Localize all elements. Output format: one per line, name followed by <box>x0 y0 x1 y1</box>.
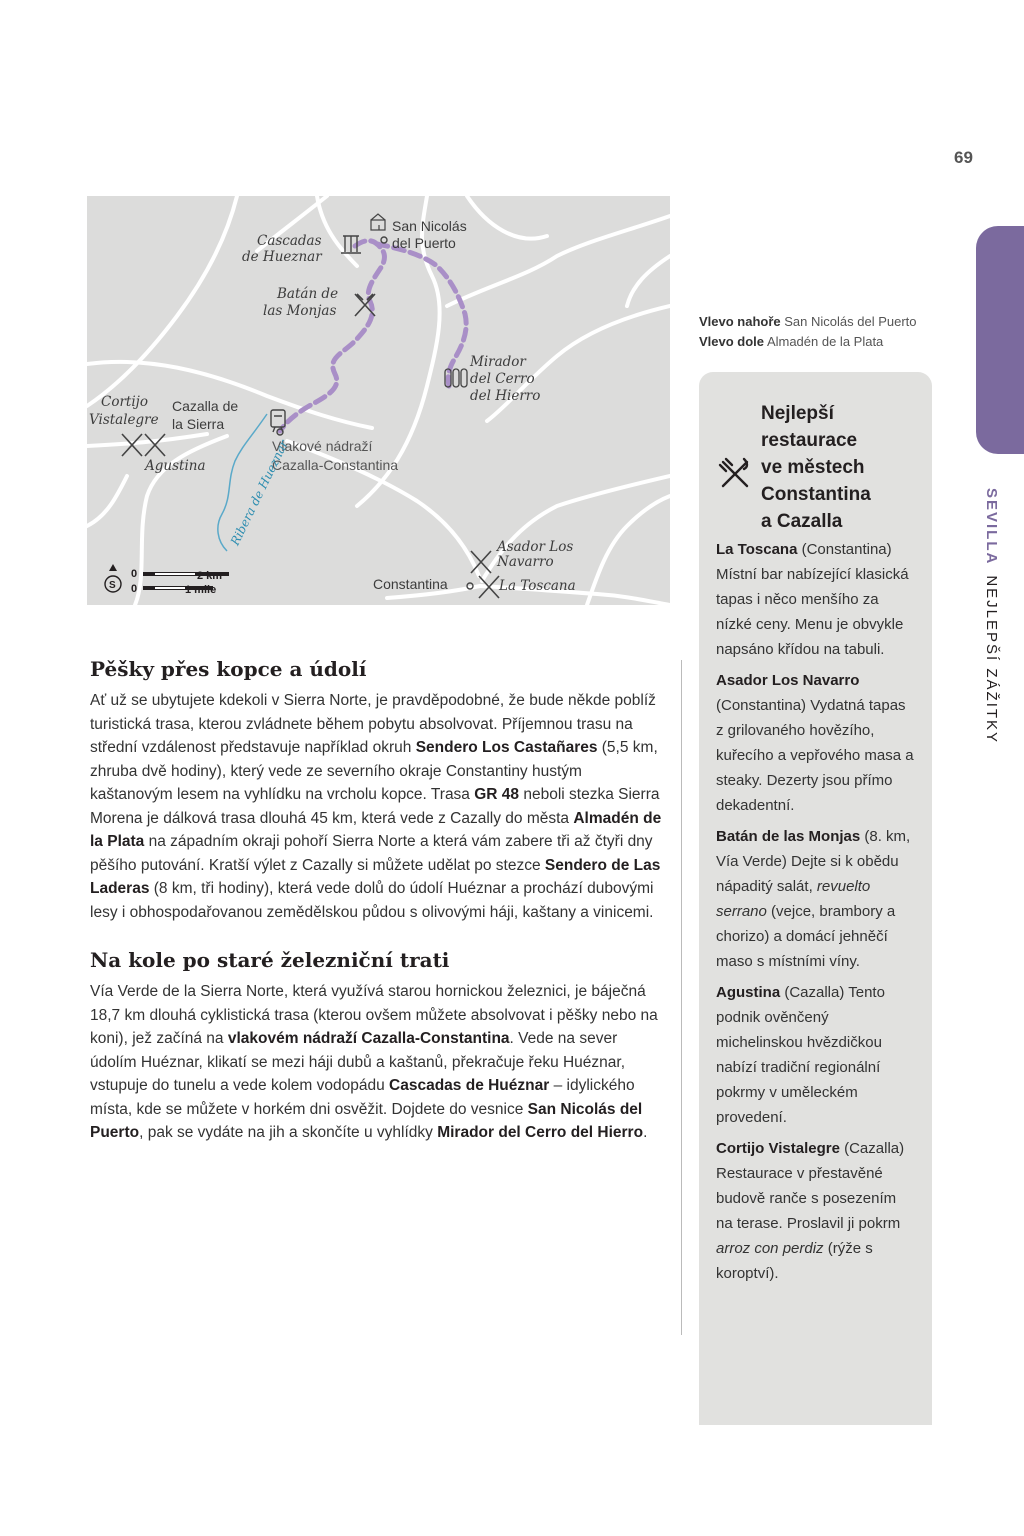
scale-km: 2 km <box>197 570 223 582</box>
restaurant-entry: Agustina (Cazalla) Tento podnik ověnčený michelinskou hvězdičkou nabízí tradiční regionální pokrmy v uměleckém provedení. <box>716 984 885 1126</box>
restaurant-entry: Cortijo Vistalegre (Cazalla) Restaurace v přestavěné budově ranče s posezením na terase. Proslavil ji pokrm arroz con perdiz (rýže s koroptví). <box>716 1140 905 1282</box>
compass-icon <box>105 564 121 592</box>
trail-map <box>87 196 670 605</box>
section-heading-hiking: Pěšky přes kopce a údolí <box>90 657 367 681</box>
section-tab <box>976 226 1024 454</box>
section-label <box>983 488 1000 744</box>
label-la-toscana: La Toscana <box>499 578 576 594</box>
scale-zero-km: 0 <box>131 568 138 580</box>
caption-bottom-label: Vlevo dole <box>699 334 765 349</box>
label-agustina: Agustina <box>145 458 206 474</box>
restaurant-entry: La Toscana (Constantina) Místní bar nabízející klasická tapas i něco menšího za nízké ceny. Menu je obvykle napsáno křídou na tabuli. <box>716 541 909 658</box>
restaurant-list <box>716 537 916 1292</box>
column-divider <box>681 660 682 1335</box>
subsection-name: NEJLEPŠÍ ZÁŽITKY <box>983 575 1000 745</box>
restaurant-entry: Batán de las Monjas (8. km, Vía Verde) Dejte si k obědu nápaditý salát, revuelto serrano (vejce, brambory a chorizo) a domácí jehněčí maso s místními víny. <box>716 828 911 970</box>
town-icon <box>371 214 385 230</box>
restaurants-sidebar <box>699 372 932 1425</box>
section-heading-cycling: Na kole po staré železniční trati <box>90 948 450 972</box>
label-cascadas-1: Cascadas <box>257 233 322 249</box>
label-asador-2: Navarro <box>497 554 554 570</box>
label-cascadas-2: de Hueznar <box>242 249 322 265</box>
label-station-2: Cazalla-Constantina <box>272 457 399 473</box>
scale-zero-mile: 0 <box>131 583 138 595</box>
page-number: 69 <box>954 148 973 167</box>
label-mirador-1: Mirador <box>470 354 526 370</box>
label-asador-1: Asador Los <box>497 539 574 555</box>
caption-top-label: Vlevo nahoře <box>699 314 781 329</box>
restaurant-icon <box>717 456 753 492</box>
paragraph-cycling: Vía Verde de la Sierra Norte, která využívá starou hornickou železnici, je báječná 18,7 km dlouhá cyklistická trasa (kterou ovšem můžete absolvovat i pěšky nebo na koni), jež začíná na vlakovém nádraží Cazalla-Constantina. Vede na sever údolím Huéznar, klikatí se mezi háji dubů a kaštanů, překračuje řeku Huéznar, vstupuje do tunelu a vede kolem vodopádu Cascadas de Huéznar – idylického místa, kde se můžete v horkém dni osvěžit. Dojdete do vesnice San Nicolás del Puerto, pak se vydáte na jih a skončíte u vyhlídky Mirador del Cerro del Hierro. <box>90 983 658 1141</box>
label-batan-1: Batán de <box>277 286 339 302</box>
caption-bottom-text: Almadén de la Plata <box>766 334 884 349</box>
label-station-1: Vlakové nádraží <box>272 438 373 454</box>
label-cortijo-2: Vistalegre <box>89 412 159 428</box>
label-cortijo-1: Cortijo <box>101 394 148 410</box>
label-mirador-2: del Cerro <box>470 371 535 387</box>
label-cazalla-2: la Sierra <box>172 416 225 432</box>
sidebar-title: Nejlepší restaurace ve městech Constantina a Cazalla <box>761 403 871 532</box>
main-article <box>90 655 668 1167</box>
photo-captions <box>699 312 917 352</box>
label-constantina: Constantina <box>373 576 448 592</box>
label-mirador-3: del Hierro <box>470 388 541 404</box>
section-name: SEVILLA <box>983 488 1000 566</box>
label-san-nicolas-1: San Nicolás <box>392 218 467 234</box>
label-river: Ribera de Hueznar <box>227 437 291 548</box>
restaurant-entry: Asador Los Navarro (Constantina) Vydatná tapas z grilovaného hovězího, kuřecího a vepřového masa a steaky. Dezerty jsou přímo dekadentní. <box>716 672 914 814</box>
label-cazalla-1: Cazalla de <box>172 398 239 414</box>
svg-text:S: S <box>109 580 116 591</box>
label-batan-2: las Monjas <box>263 303 337 319</box>
caption-top-text: San Nicolás del Puerto <box>784 314 917 329</box>
paragraph-hiking: Ať už se ubytujete kdekoli v Sierra Norte, je pravděpodobné, že bude někde poblíž turistická trasa, kterou zvládnete během pobytu absolvovat. Příjemnou trasu na střední vzdálenost představuje například okruh Sendero Los Castañares (5,5 km, zhruba dvě hodiny), který vede ze severního okraje Constantiny hustým kaštanovým lesem na vyhlídku na vrcholu kopce. Trasa GR 48 neboli stezka Sierra Morena je dálková trasa dlouhá 45 km, která vede z Cazally do města Almadén de la Plata na západním okraji pohoří Sierra Norte a která vám zabere tři až čtyři dny pěšího putování. Kratší výlet z Cazally si můžete udělat po stezce Sendero de Las Laderas (8 km, tři hodiny), která vede dolů do údolí Huéznar a prochází dubovými lesy i obhospodařovanou zemědělskou půdou s olivovými háji, kaštany a vinicemi. <box>90 692 662 921</box>
label-san-nicolas-2: del Puerto <box>392 235 456 251</box>
scale-mile: 1 mile <box>185 584 217 596</box>
